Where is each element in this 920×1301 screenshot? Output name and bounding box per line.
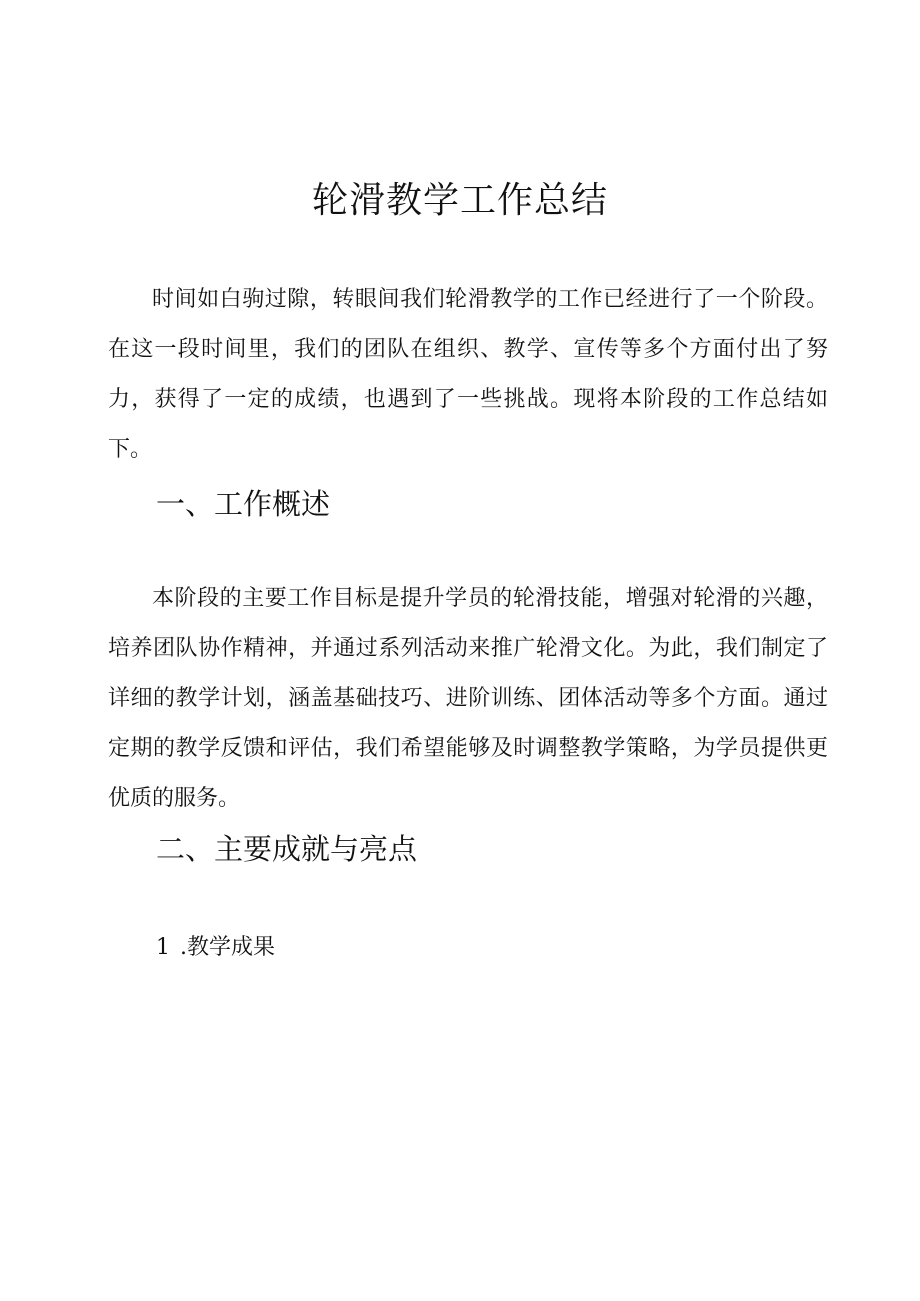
subsection-number: 1 bbox=[156, 935, 170, 960]
overview-paragraph: 本阶段的主要工作目标是提升学员的轮滑技能，增强对轮滑的兴趣，培养团队协作精神，并通过系列活动来推广轮滑文化。为此，我们制定了详细的教学计划，涵盖基础技巧、进阶训练、团体活动等多个方面。通过定期的教学反馈和评估，我们希望能够及时调整教学策略，为学员提供更优质的服务。 bbox=[108, 586, 828, 811]
subsection-label: .教学成果 bbox=[180, 935, 275, 960]
intro-paragraph: 时间如白驹过隙，转眼间我们轮滑教学的工作已经进行了一个阶段。在这一段时间里，我们的团队在组织、教学、宣传等多个方面付出了努力，获得了一定的成绩，也遇到了一些挑战。现将本阶段的工作总结如下。 bbox=[108, 287, 828, 462]
section-heading-achievements: 二、主要成就与亮点 bbox=[156, 832, 418, 866]
subsection-teaching-results bbox=[156, 930, 275, 966]
document-title: 轮滑教学工作总结 bbox=[311, 180, 608, 221]
section-heading-overview: 一、工作概述 bbox=[156, 487, 331, 521]
